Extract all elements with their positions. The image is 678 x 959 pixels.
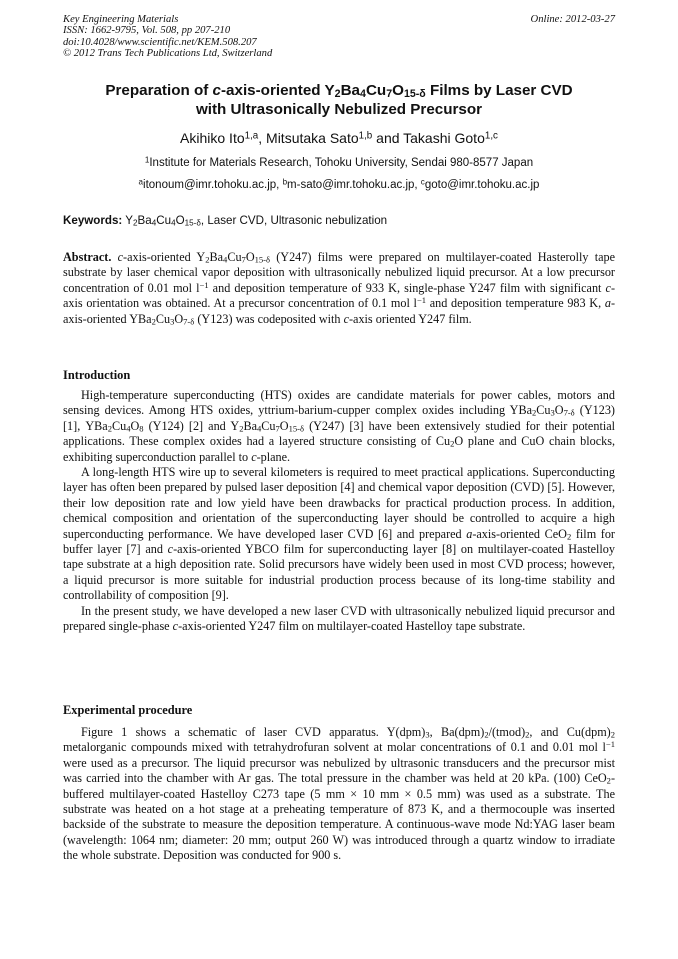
keywords-label: Keywords: [63,214,123,227]
paper-title [60,81,618,119]
section-heading-experimental: Experimental procedure [63,703,193,717]
email-a: itonoum@imr.tohoku.ac.jp, [143,179,283,191]
introduction-body [63,388,615,635]
journal-doi: doi:10.4028/www.scientific.net/KEM.508.207 [63,36,257,48]
journal-copyright: © 2012 Trans Tech Publications Ltd, Switzerland [63,48,273,60]
affiliation: $^1$Institute for Materials Research, Tohoku University, Sendai 980-8577 Japan [144,155,534,169]
email-b: m-sato@imr.tohoku.ac.jp, [287,179,421,191]
author-list: Akihiko Ito$^{1,a}$, Mitsutaka Sato$^{1,b}$ and Takashi Goto$^{1,c}$ [180,130,498,146]
abstract: Abstract. c-axis-oriented $Y_2Ba_4Cu_7O_{15-\delta}$ (Y247) films were prepared on multilayer-coated Hasterolly tape substrate by laser chemical vapor deposition with ultrasonically nebulized liquid precursor. At a low precursor concentration of 0.01 mol $l^{-1}$ and deposition temperature of 933 K, single-phase Y247 film with significant c-axis orientation was obtained. At a precursor concentration of 0.1 mol $l^{-1}$ and deposition temperature 983 K, a-axis-oriented $YBa_2Cu_3O_{7-\delta}$ (Y123) was codeposited with c-axis oriented Y247 film. [63,250,615,327]
experimental-body [63,725,615,864]
abstract-label: Abstract. [63,250,112,264]
experimental-paragraph-1: Figure 1 shows a schematic of laser CVD apparatus. $Y(dpm)_3$, $Ba(dpm)_2/(tmod)_2$, and $Cu(dpm)_2$ metalorganic compounds mixed with tetrahydrofuran solvent at molar concentrations of 0.1 and 0.01 mol $l^{-1}$ were used as a precursor. The liquid precursor was nebulized by ultrasonic transducers and the precursor mist was carried into the chamber with Ar gas. The total pressure in the chamber was held at 20 kPa. (100) CeO$_2$-buffered multilayer-coated Hastelloy C273 tape (5 mm × 10 mm × 0.5 mm) was used as a substrate. The substrate was heated on a hot stage at a preheating temperature of 873 K, and a thermocouple was inserted backside of the substrate to measure the deposition temperature. A continuous-wave mode Nd:YAG laser beam (wavelength: 1064 nm; diameter: 20 mm; output 260 W) was introduced through a quartz window to irradiate the whole substrate. Deposition was conducted for 900 s. [63,725,615,863]
author-emails: $^a$itonoum@imr.tohoku.ac.jp, $^b$m-sato@imr.tohoku.ac.jp, $^c$goto@imr.tohoku.ac.jp [138,177,540,191]
email-c: goto@imr.tohoku.ac.jp [424,179,540,191]
title-line-1: Preparation of c-axis-oriented $Y_2Ba_4Cu_7O_{15-\delta}$ Films by Laser CVD [105,82,573,101]
intro-paragraph-3: In the present study, we have developed a new laser CVD with ultrasonically nebulized liquid precursor and prepared single-phase c-axis-oriented Y247 film on multilayer-coated Hastelloy tape substrate. [63,603,615,634]
journal-issn: ISSN: 1662-9795, Vol. 508, pp 207-210 [63,25,231,37]
intro-paragraph-1: High-temperature superconducting (HTS) oxides are candidate materials for power cables, motors and sensing devices. Among HTS oxides, yttrium-barium-cupper complex oxides including $YBa_2Cu_3O_{7-\delta}$ (Y123) [1], $YBa_2Cu_4O_8$ (Y124) [2] and $Y_2Ba_4Cu_7O_{15-\delta}$ (Y247) [3] have been extensively studied for their potential applications. These complex oxides had a layered structure consisting of $Cu_2O$ plane and CuO chain blocks, exhibiting superconduction parallel to c-plane. [63,388,616,464]
journal-header [63,14,272,60]
keywords: Keywords: $Y_2Ba_4Cu_4O_{15-\delta}$, Laser CVD, Ultrasonic nebulization [63,214,388,228]
journal-name: Key Engineering Materials [63,14,179,25]
section-heading-introduction: Introduction [63,368,131,382]
title-line-2: with Ultrasonically Nebulized Precursor [195,101,483,118]
intro-paragraph-2: A long-length HTS wire up to several kilometers is required to meet practical applications. Superconducting layer has often been prepared by pulsed laser deposition [4] and chemical vapor deposition (CVD) [5]. However, their low deposition rate and low yield have been drawbacks for practical production process. In addition, chemical composition and orientation of the superconducting layer should be controlled to acquire a high superconducting performance. We have developed laser CVD [6] and prepared a-axis-oriented CeO$_2$ film for buffer layer [7] and c-axis-oriented YBCO film for superconducting layer [8] on multilayer-coated Hastelloy tape substrate at a high deposition rate. Solid precursors have widely been used in most CVD process; however, a liquid precursor is more suitable for industrial production process because of its long-time stability and controllability of composition [9]. [63,465,615,603]
online-date: Online: 2012-03-27 [530,14,615,25]
